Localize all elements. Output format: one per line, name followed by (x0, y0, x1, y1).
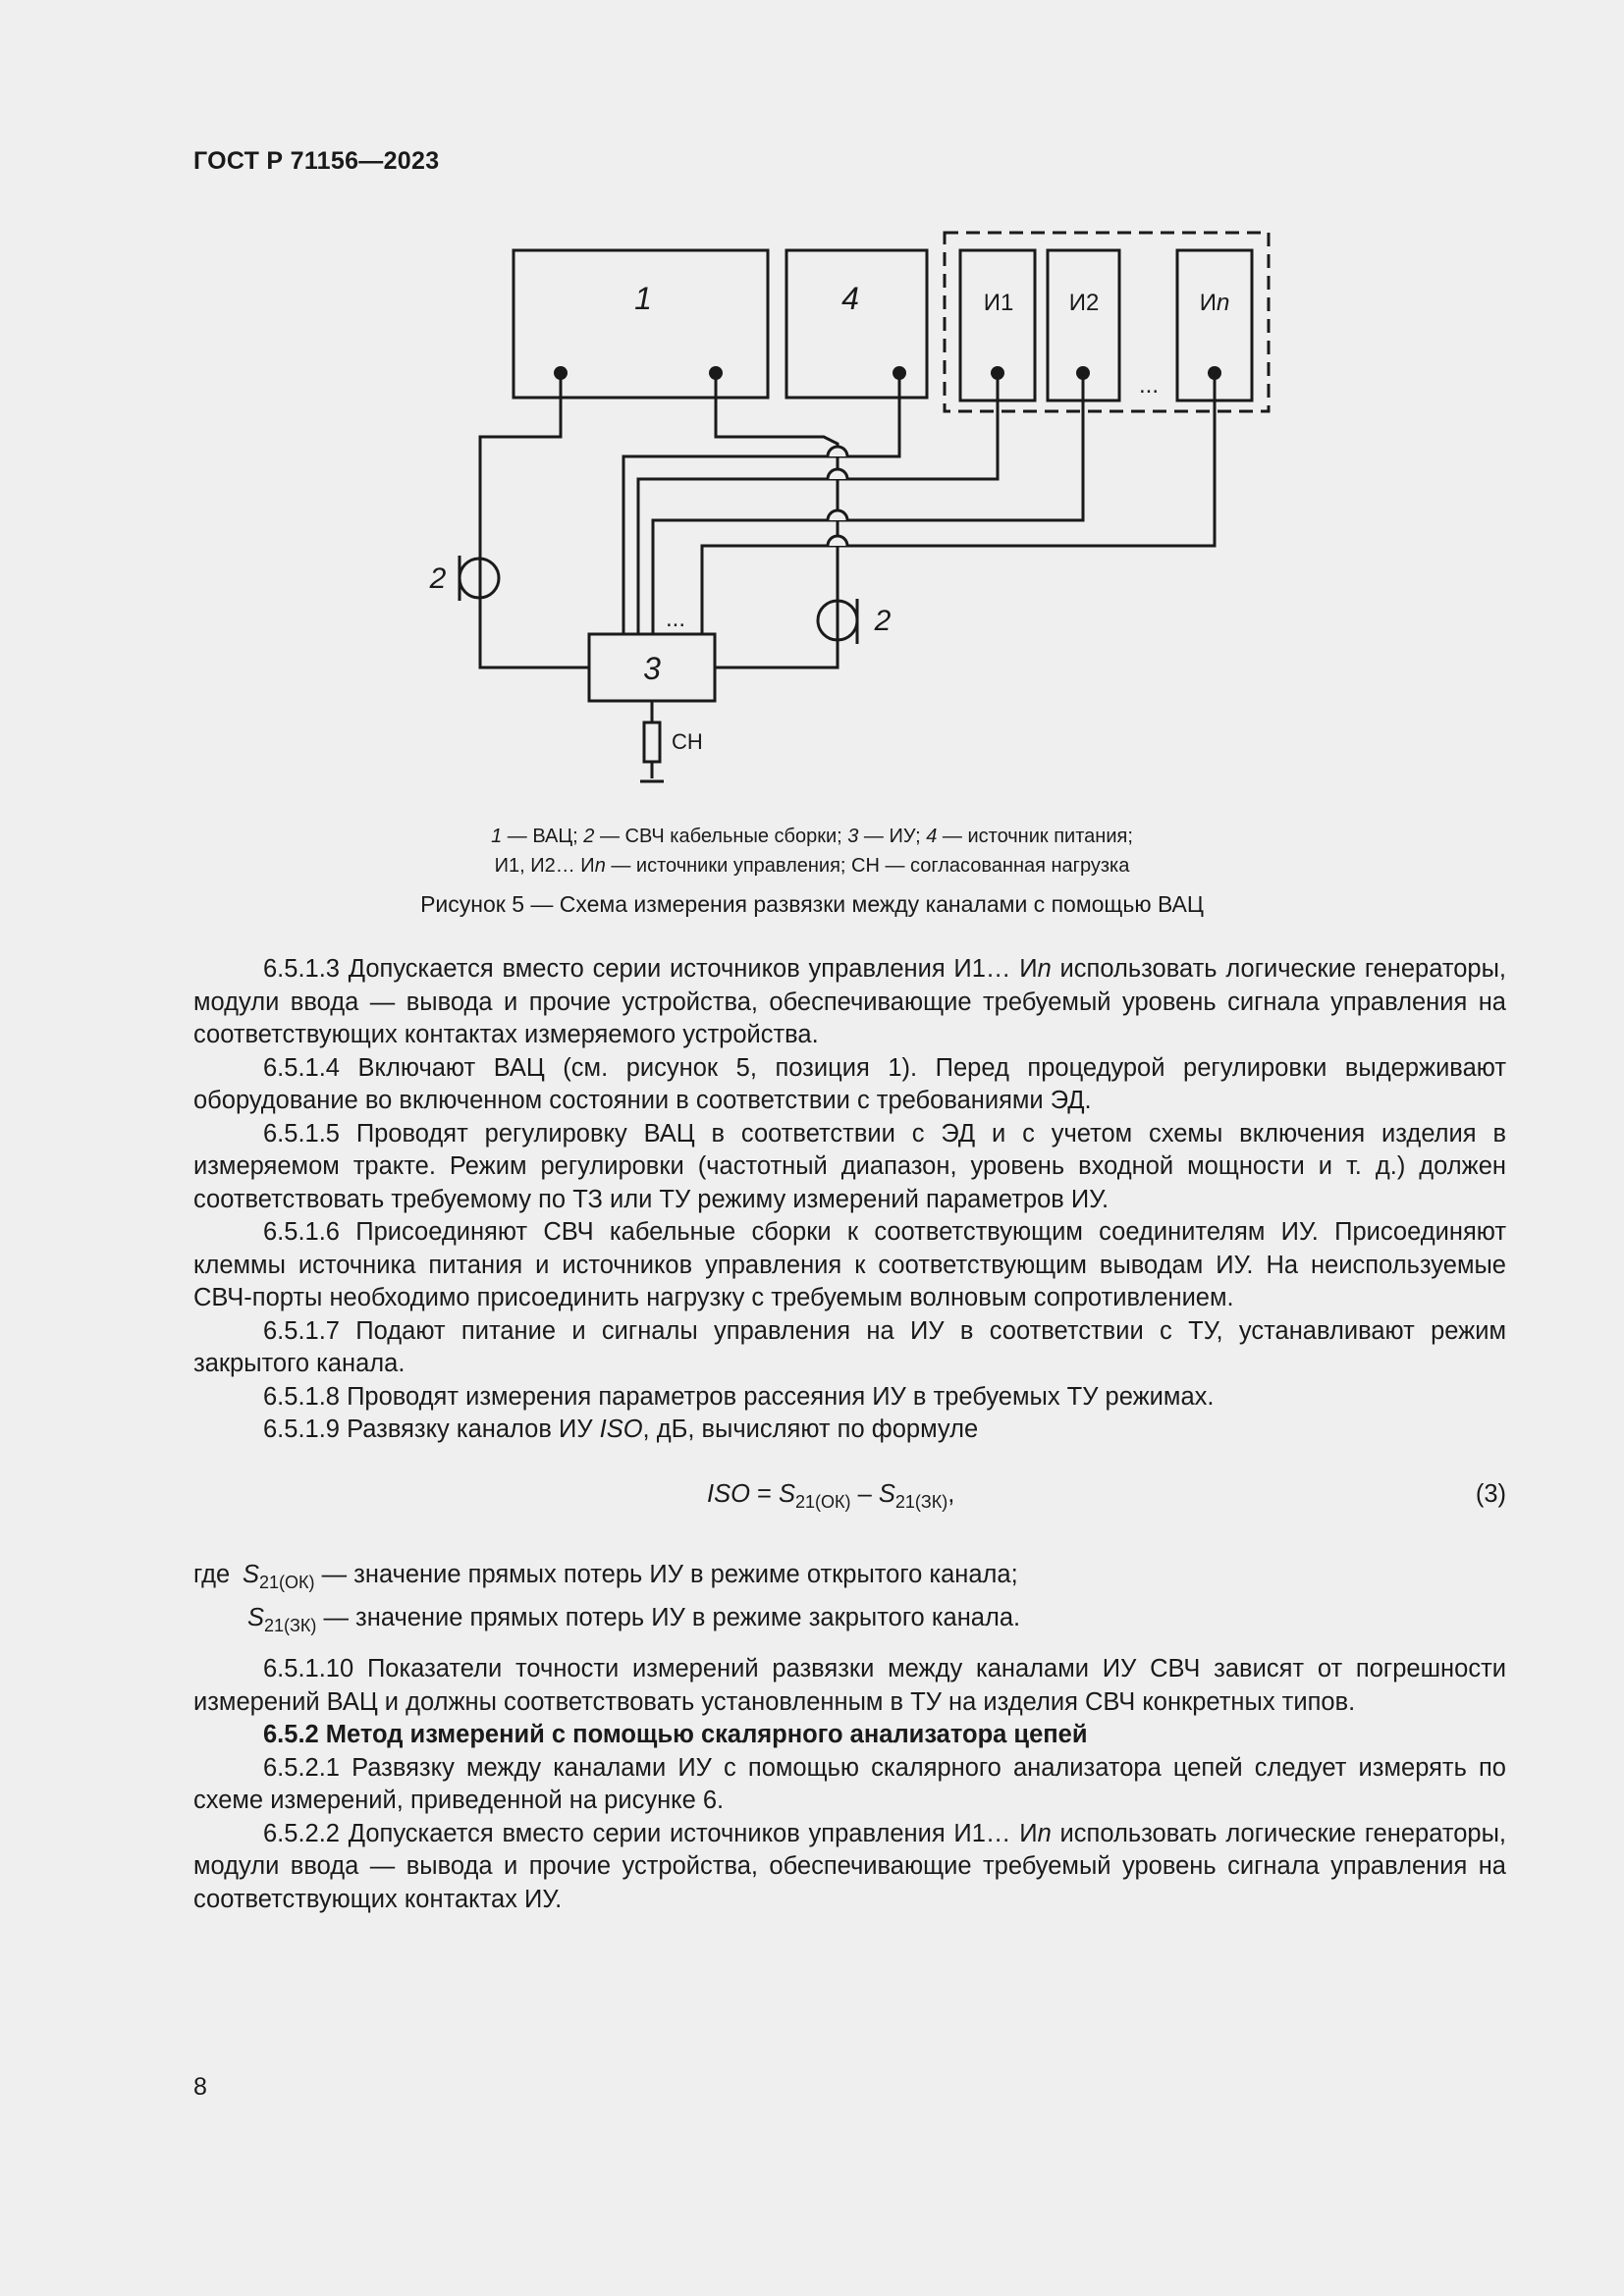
formula-expression: ISO = $S_{21(ОК)} - S_{21(ЗК)}$, (707, 1480, 955, 1513)
figure-legend-line-1: 1 — ВАЦ; 2 — СВЧ кабельные сборки; 3 — ИУ; 4 — источник питания; (491, 826, 1133, 847)
paragraph-6-5-2-1: 6.5.2.1 Развязку между каналами ИУ с помощью скалярного анализатора цепей следует измерять по схеме измерений, приведенной на рисунке 6. (193, 1753, 1506, 1814)
cable-left-label: 2 (429, 562, 447, 595)
load-resistor (644, 722, 660, 762)
formula-legend-row-2: $S_{21(ЗК)}$ — значение прямых потерь ИУ в режиме закрытого канала. (247, 1604, 1021, 1636)
vac-block-label: 1 (634, 281, 652, 316)
power-block (786, 250, 927, 398)
cable-right-label: 2 (874, 605, 892, 637)
formula-number: (3) (1475, 1480, 1506, 1508)
source-1-label: И1 (983, 290, 1014, 316)
paragraph-6-5-1-9: 6.5.1.9 Развязку каналов ИУ ISO, дБ, вычисляют по формуле (263, 1415, 979, 1443)
paragraph-6-5-2-2: 6.5.2.2 Допускается вместо серии источников управления И1… Иn использовать логические генераторы, модули ввода — вывода и прочие устройства, обеспечивающие требуемый уровень сигнала управления на соответствующих контактах ИУ. (193, 1819, 1506, 1913)
paragraph-6-5-1-6: 6.5.1.6 Присоединяют СВЧ кабельные сборки к соответствующим соединителям ИУ. Присоединяют клеммы источника питания и источников управления к соответствующим выводам ИУ. На неиспользуемые СВЧ-порты необходимо присоединить нагрузку с требуемым волновым сопротивлением. (193, 1218, 1506, 1311)
load-label: СН (672, 729, 703, 754)
figure-caption: Рисунок 5 — Схема измерения развязки между каналами с помощью ВАЦ (420, 891, 1204, 917)
formula-legend-row-1: где $S_{21(ОК)}$ — значение прямых потерь ИУ в режиме открытого канала; (0, 1557, 1506, 1600)
source-n-label: Иn (1199, 290, 1230, 316)
control-sources-group (945, 233, 1269, 411)
document-header: ГОСТ Р 71156—2023 (193, 147, 440, 175)
paragraph-6-5-1-4: 6.5.1.4 Включают ВАЦ (см. рисунок 5, позиция 1). Перед процедурой регулировки выдерживают оборудование во включенном состоянии в соответствии с требованиями ЭД. (193, 1053, 1506, 1114)
section-heading-6-5-2: 6.5.2 Метод измерений с помощью скалярного анализатора цепей (263, 1721, 1088, 1748)
vac-block (514, 250, 768, 398)
paragraph-6-5-1-10: 6.5.1.10 Показатели точности измерений развязки между каналами ИУ СВЧ зависят от погрешности измерений ВАЦ и должны соответствовать установленным в ТУ на изделия СВЧ конкретных типов. (193, 1655, 1506, 1716)
body-section-2 (193, 1653, 1506, 1916)
figure-legend-line-2: И1, И2… Иn — источники управления; СН — согласованная нагрузка (494, 855, 1130, 877)
measurement-scheme-diagram (393, 221, 1276, 810)
paragraph-6-5-1-3: 6.5.1.3 Допускается вместо серии источников управления И1… Иn использовать логические генераторы, модули ввода — вывода и прочие устройства, обеспечивающие требуемый уровень сигнала управления на соответствующих контактах измеряемого устройства. (193, 955, 1506, 1048)
sources-ellipsis: ... (1138, 372, 1160, 399)
power-block-label: 4 (841, 281, 859, 316)
dut-ellipsis: ... (665, 606, 686, 632)
paragraph-6-5-1-5: 6.5.1.5 Проводят регулировку ВАЦ в соответствии с ЭД и с учетом схемы включения изделия в измеряемом тракте. Режим регулировки (частотный диапазон, уровень входной мощности и т. д.) должен соответствовать требуемому по ТЗ или ТУ режиму измерений параметров ИУ. (193, 1119, 1506, 1213)
where-label: где (193, 1561, 231, 1588)
formula-legend (193, 1557, 1506, 1643)
figure-legend (0, 822, 1624, 881)
formula-3 (193, 1480, 1506, 1520)
paragraph-6-5-1-8: 6.5.1.8 Проводят измерения параметров рассеяния ИУ в требуемых ТУ режимах. (263, 1382, 1215, 1411)
body-section-1 (193, 953, 1506, 1447)
source-2-label: И2 (1068, 290, 1100, 316)
paragraph-6-5-1-7: 6.5.1.7 Подают питание и сигналы управления на ИУ в соответствии с ТУ, устанавливают режим закрытого канала. (193, 1316, 1506, 1377)
dut-block-label: 3 (643, 651, 661, 686)
page-number: 8 (193, 2073, 207, 2101)
